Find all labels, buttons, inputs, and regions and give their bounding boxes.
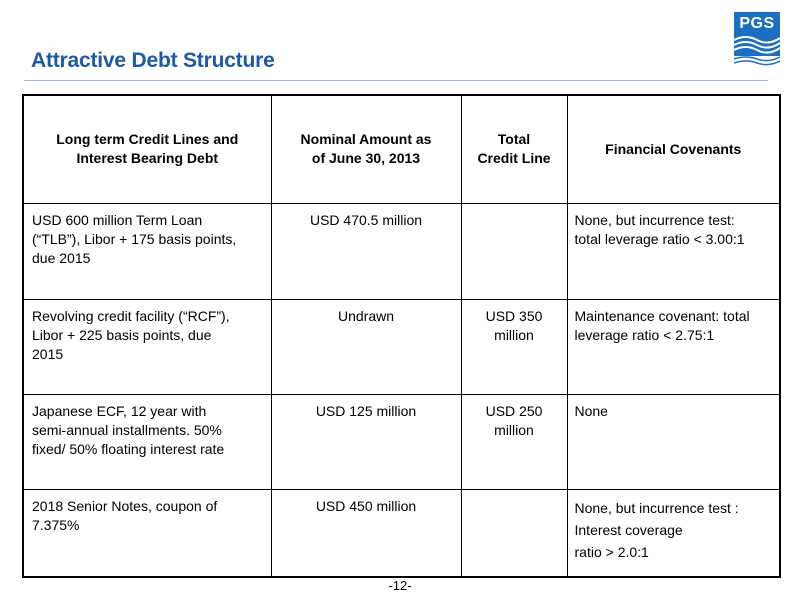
credit-line-cell bbox=[461, 394, 567, 489]
header-covenants-line: Financial Covenants bbox=[605, 140, 742, 157]
logo-wave-icon bbox=[734, 12, 780, 66]
credit-line-value: million bbox=[494, 421, 534, 438]
instrument-cell bbox=[23, 394, 271, 489]
instrument-line: fixed/ 50% floating interest rate bbox=[32, 440, 225, 457]
table-row bbox=[23, 299, 780, 394]
nominal-cell bbox=[271, 489, 461, 577]
covenants-cell bbox=[567, 299, 780, 394]
nominal-cell bbox=[271, 203, 461, 299]
nominal-cell bbox=[271, 299, 461, 394]
instrument-line: Japanese ECF, 12 year with bbox=[32, 402, 207, 419]
covenant-line: None, but incurrence test : bbox=[574, 499, 739, 516]
instrument-line: 2018 Senior Notes, coupon of bbox=[32, 497, 218, 514]
header-total-credit-line bbox=[461, 95, 567, 203]
page-title: Attractive Debt Structure bbox=[31, 49, 275, 72]
header-total-line: Credit Line bbox=[477, 150, 551, 167]
instrument-cell bbox=[23, 489, 271, 577]
covenants-cell bbox=[567, 394, 780, 489]
instrument-line: Revolving credit facility (“RCF”), bbox=[32, 307, 230, 324]
covenants-cell bbox=[567, 203, 780, 299]
instrument-line: USD 600 million Term Loan bbox=[32, 211, 203, 228]
instrument-cell bbox=[23, 299, 271, 394]
covenant-line: Interest coverage bbox=[574, 521, 683, 538]
instrument-line: 2015 bbox=[32, 345, 64, 362]
title-divider bbox=[24, 80, 768, 81]
header-nominal-line: of June 30, 2013 bbox=[311, 150, 421, 167]
header-nominal-amount bbox=[271, 95, 461, 203]
table-row bbox=[23, 489, 780, 577]
debt-structure-table bbox=[22, 94, 781, 578]
credit-line-cell bbox=[461, 489, 567, 577]
credit-line-cell bbox=[461, 203, 567, 299]
credit-line-value: USD 250 bbox=[485, 402, 543, 419]
credit-line-cell bbox=[461, 299, 567, 394]
table-row bbox=[23, 394, 780, 489]
logo-text: PGS bbox=[739, 15, 775, 32]
covenant-line: None, but incurrence test: bbox=[574, 211, 735, 228]
covenant-line: leverage ratio < 2.75:1 bbox=[574, 326, 715, 343]
pgs-logo bbox=[734, 12, 780, 66]
nominal-value: USD 470.5 million bbox=[309, 211, 423, 228]
header-credit-lines bbox=[23, 95, 271, 203]
instrument-line: (“TLB”), Libor + 175 basis points, bbox=[32, 230, 237, 247]
header-total-line: Total bbox=[497, 131, 531, 148]
covenant-line: total leverage ratio < 3.00:1 bbox=[574, 230, 745, 247]
covenant-line: Maintenance covenant: total bbox=[574, 307, 750, 324]
instrument-cell bbox=[23, 203, 271, 299]
table-row bbox=[23, 203, 780, 299]
covenant-line: ratio > 2.0:1 bbox=[574, 543, 649, 560]
nominal-value: Undrawn bbox=[337, 307, 395, 324]
nominal-value: USD 450 million bbox=[315, 497, 417, 514]
header-credit-lines-line: Long term Credit Lines and bbox=[56, 131, 239, 148]
nominal-value: USD 125 million bbox=[315, 402, 417, 419]
table-header-row bbox=[23, 95, 780, 203]
header-financial-covenants bbox=[567, 95, 780, 203]
covenants-cell bbox=[567, 489, 780, 577]
covenant-line: None bbox=[574, 402, 608, 419]
header-nominal-line: Nominal Amount as bbox=[300, 131, 432, 148]
page-number: -12- bbox=[388, 578, 412, 593]
header-credit-lines-line: Interest Bearing Debt bbox=[76, 150, 219, 167]
credit-line-value: million bbox=[494, 326, 534, 343]
instrument-line: due 2015 bbox=[32, 249, 91, 266]
instrument-line: semi-annual installments. 50% bbox=[32, 421, 222, 438]
instrument-line: Libor + 225 basis points, due bbox=[32, 326, 212, 343]
credit-line-value: USD 350 bbox=[485, 307, 543, 324]
instrument-line: 7.375% bbox=[32, 516, 80, 533]
nominal-cell bbox=[271, 394, 461, 489]
